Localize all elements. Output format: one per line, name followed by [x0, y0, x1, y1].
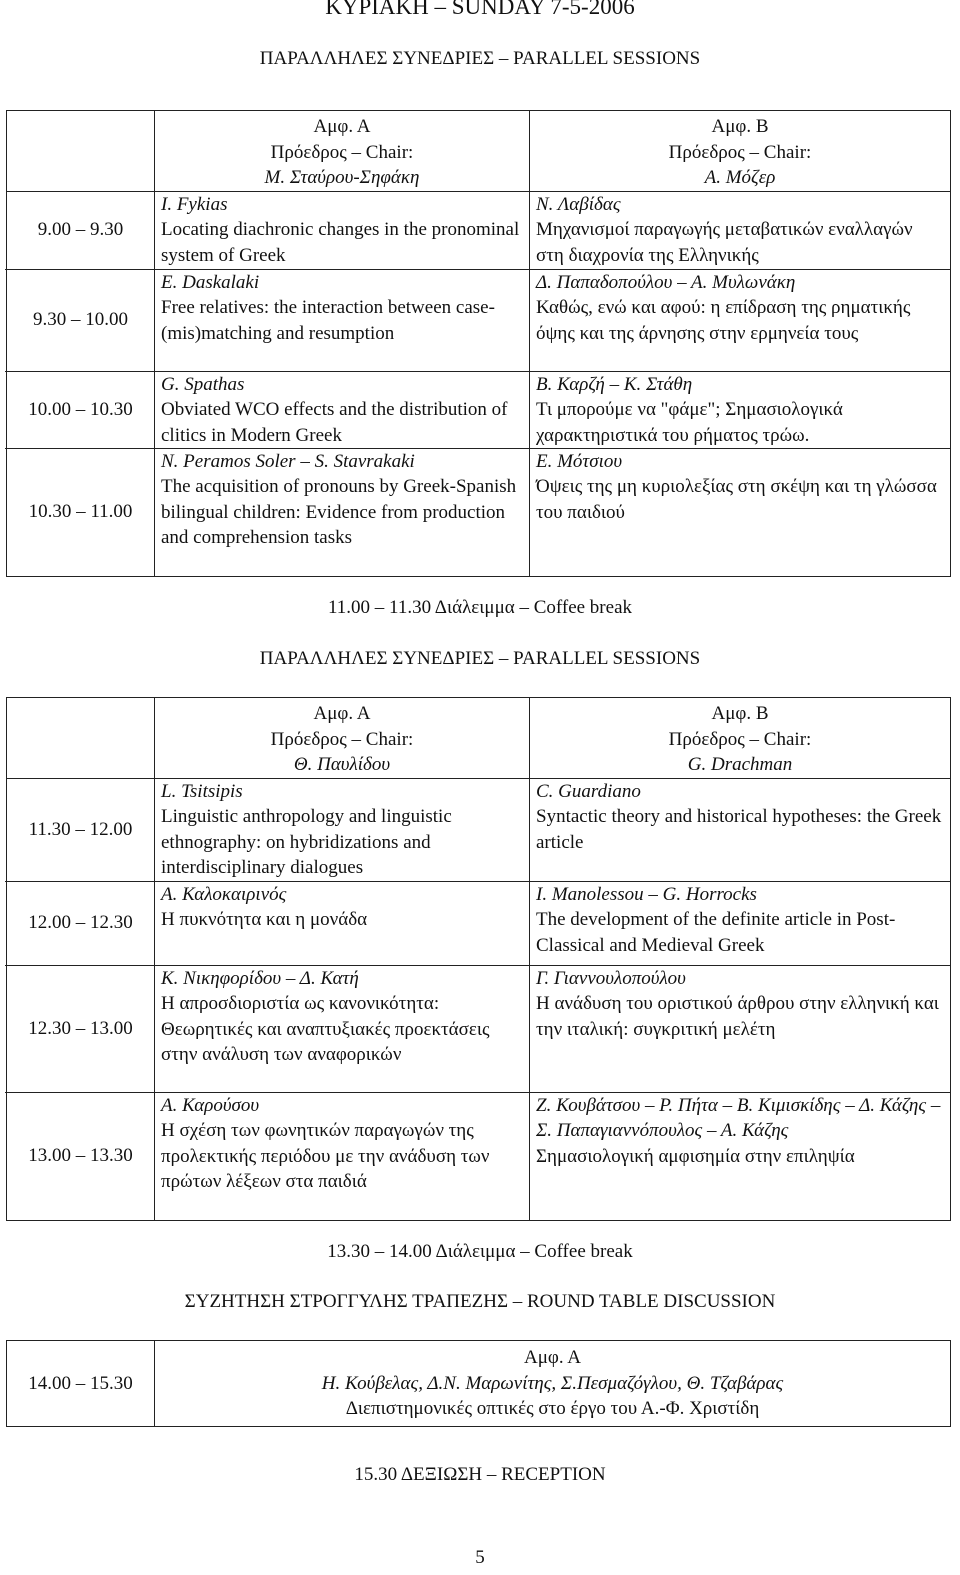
talk-author: Ε. Μότσιου: [536, 450, 623, 472]
coffee-break-2: 13.30 – 14.00 Διάλειμμα – Coffee break: [327, 1241, 633, 1262]
talk-author: I. Fykias: [161, 193, 228, 215]
reception-line: 15.30 ΔΕΞΙΩΣΗ – RECEPTION: [354, 1464, 606, 1485]
round-table-table: [6, 1340, 951, 1427]
room-b-chair: G. Drachman: [687, 754, 793, 775]
talk-title: The development of the definite article in Post-Classical and Medieval Greek: [536, 909, 896, 956]
chair-label: Πρόεδρος – Chair:: [270, 728, 414, 750]
talk-author: G. Spathas: [161, 373, 245, 395]
round-table-heading: ΣΥΖΗΤΗΣΗ ΣΤΡΟΓΓΥΛΗΣ ΤΡΑΠΕΖΗΣ – ROUND TABLE DISCUSSION: [184, 1291, 776, 1312]
talk-entry: [530, 448, 950, 576]
talk-entry: [155, 965, 529, 1092]
time-slot: 13.00 – 13.30: [5, 1092, 156, 1220]
talk-title: Free relatives: the interaction between case-(mis)matching and resumption: [161, 297, 495, 344]
chair-label: Πρόεδρος – Chair:: [668, 141, 812, 163]
talk-author: L. Tsitsipis: [161, 780, 243, 802]
talk-entry: [530, 1092, 950, 1220]
time-slot: 12.30 – 13.00: [5, 965, 156, 1092]
date-heading: ΚΥΡΙΑΚΗ – SUNDAY 7-5-2006: [325, 0, 635, 19]
talk-title: Obviated WCO effects and the distribution of clitics in Modern Greek: [161, 399, 508, 446]
talk-author: Κ. Νικηφορίδου – Δ. Κατή: [161, 967, 359, 989]
talk-entry: [155, 269, 529, 371]
talk-author: Β. Καρζή – Κ. Στάθη: [536, 373, 693, 395]
talk-entry: [155, 1092, 529, 1220]
room-b-header: [530, 111, 951, 192]
talk-title: Μηχανισμοί παραγωγής μεταβατικών εναλλαγών στη διαχρονία της Ελληνικής: [536, 219, 913, 266]
talk-entry: [530, 965, 950, 1092]
time-slot: 10.00 – 10.30: [5, 371, 156, 448]
coffee-break-1: 11.00 – 11.30 Διάλειμμα – Coffee break: [328, 597, 632, 618]
time-slot: 10.30 – 11.00: [5, 448, 156, 576]
talk-author: Δ. Παπαδοπούλου – Α. Μυλωνάκη: [536, 271, 796, 293]
round-table-room: Αμφ. Α: [523, 1347, 582, 1369]
talk-title: Σημασιολογική αμφισημία στην επιληψία: [536, 1145, 855, 1167]
talk-entry: [155, 779, 529, 881]
talk-title: The acquisition of pronouns by Greek-Spanish bilingual children: Evidence from production and comprehension tasks: [161, 476, 517, 548]
room-a-label: Αμφ. Α: [313, 116, 371, 137]
talk-entry: [155, 448, 529, 576]
round-table-time: 14.00 – 15.30: [7, 1341, 155, 1427]
talk-title: Η ανάδυση του οριστικού άρθρου στην ελληνική και την ιταλική: συγκριτική μελέτη: [536, 993, 939, 1040]
talk-author: N. Peramos Soler – S. Stavrakaki: [161, 450, 415, 472]
time-slot: 11.30 – 12.00: [28, 818, 133, 840]
talk-author: I. Manolessou – G. Horrocks: [536, 883, 757, 905]
round-table-participants: Η. Κούβελας, Δ.Ν. Μαρωνίτης, Σ.Πεσμαζόγλου, Θ. Τζαβάρας: [321, 1372, 784, 1394]
talk-entry: [530, 371, 950, 448]
round-table-title: Διεπιστημονικές οπτικές στο έργο του Α.-Φ. Χριστίδη: [345, 1398, 760, 1420]
room-b-chair: Α. Μόζερ: [704, 167, 776, 188]
talk-entry: [530, 192, 950, 269]
talk-author: Α. Καρούσου: [161, 1094, 260, 1116]
talk-author: Γ. Γιαννουλοπούλου: [536, 967, 686, 989]
room-a-chair: Μ. Σταύρου-Σηφάκη: [264, 167, 420, 188]
talk-title: Η σχέση των φωνητικών παραγωγών της προλεκτικής περιόδου με την ανάδυση των πρώτων λέξεων στα παιδιά: [161, 1120, 490, 1192]
talk-entry: [530, 881, 950, 965]
time-slot: 12.00 – 12.30: [5, 881, 156, 965]
talk-entry: [155, 192, 529, 269]
talk-entry: [155, 371, 529, 448]
talk-author: E. Daskalaki: [161, 271, 260, 293]
time-slot: 9.30 – 10.00: [5, 269, 156, 371]
talk-author: Ζ. Κουβάτσου – Ρ. Πήτα – Β. Κιμισκίδης – Δ. Κάζης – Σ. Παπαγιαννόπουλος – Α. Κάζης: [536, 1094, 941, 1141]
parallel-sessions-heading-2: ΠΑΡΑΛΛΗΛΕΣ ΣΥΝΕΔΡΙΕΣ – PARALLEL SESSIONS: [259, 648, 701, 669]
talk-title: Η πυκνότητα και η μονάδα: [161, 909, 368, 930]
room-a-header: [155, 111, 530, 192]
talk-title: Linguistic anthropology and linguistic ethnography: on hybridizations and interdisciplinary dialogues: [161, 806, 452, 878]
talk-entry: [530, 269, 950, 371]
talk-title: Locating diachronic changes in the pronominal system of Greek: [161, 219, 520, 266]
talk-entry: [530, 779, 950, 881]
page-number: 5: [475, 1547, 485, 1568]
talk-title: Τι μπορούμε να "φάμε"; Σημασιολογικά χαρακτηριστικά του ρήματος τρώω.: [536, 399, 843, 446]
talk-title: Η απροσδιοριστία ως κανονικότητα: Θεωρητικές και αναπτυξιακές προεκτάσεις στην ανάλυση των αναφορικών: [161, 993, 490, 1065]
talk-author: Ν. Λαβίδας: [536, 193, 621, 215]
round-table-details: [155, 1341, 951, 1427]
room-b-label: Αμφ. Β: [711, 703, 769, 724]
sessions-table-1: [6, 110, 951, 577]
room-a-header: [155, 698, 530, 779]
talk-entry: [155, 881, 529, 965]
chair-label: Πρόεδρος – Chair:: [270, 141, 414, 163]
room-a-label: Αμφ. Α: [313, 703, 371, 724]
talk-title: Όψεις της μη κυριολεξίας στη σκέψη και τη γλώσσα του παιδιού: [536, 476, 937, 523]
parallel-sessions-heading-1: ΠΑΡΑΛΛΗΛΕΣ ΣΥΝΕΔΡΙΕΣ – PARALLEL SESSIONS: [259, 48, 701, 69]
room-b-label: Αμφ. Β: [711, 116, 769, 137]
chair-label: Πρόεδρος – Chair:: [668, 728, 812, 750]
talk-title: Syntactic theory and historical hypotheses: the Greek article: [536, 806, 942, 853]
talk-title: Καθώς, ενώ και αφού: η επίδραση της ρηματικής όψης και της άρνησης στην ερμηνεία τους: [536, 297, 911, 344]
room-a-chair: Θ. Παυλίδου: [293, 754, 391, 775]
sessions-table-2: [6, 697, 951, 1221]
room-b-header: [530, 698, 951, 779]
talk-author: Α. Καλοκαιρινός: [161, 883, 287, 905]
talk-author: C. Guardiano: [536, 780, 641, 802]
time-slot: 9.00 – 9.30: [37, 219, 124, 241]
